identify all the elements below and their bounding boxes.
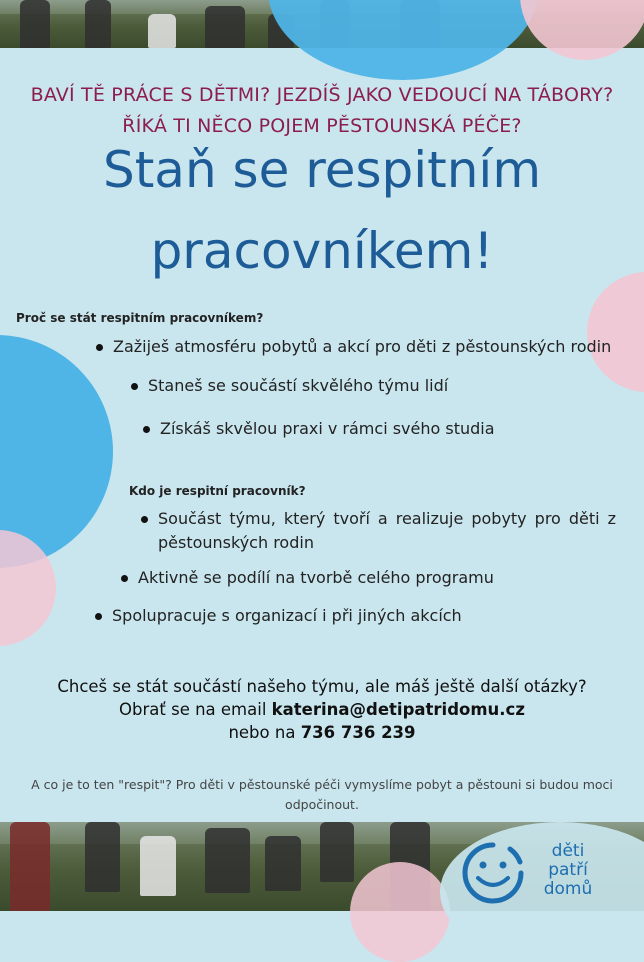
contact-email-line (0, 698, 644, 721)
why-item: Získáš skvělou praxi v rámci svého studia (160, 417, 495, 441)
email-prefix: Obrať se na email (119, 700, 267, 719)
phone-number[interactable]: 736 736 239 (300, 723, 416, 742)
headline-line-2: ŘÍKÁ TI NĚCO POJEM PĚSTOUNSKÁ PÉČE? (122, 115, 522, 137)
title-line-1: Staň se respitním (102, 141, 542, 199)
bullet-icon (96, 344, 103, 351)
why-item: Staneš se součástí skvělého týmu lidí (148, 374, 448, 398)
who-item: Spolupracuje s organizací i při jiných akcích (112, 604, 462, 628)
bullet-icon (95, 613, 102, 620)
why-item: Zažiješ atmosféru pobytů a akcí pro děti z pěstounských rodin (113, 335, 611, 359)
bullet-icon (143, 426, 150, 433)
contact-question: Chceš se stát součástí našeho týmu, ale máš ještě další otázky? (57, 677, 587, 696)
contact-phone-line (0, 721, 644, 744)
bullet-icon (121, 575, 128, 582)
footnote: A co je to ten "respit"? Pro děti v pěstounské péči vymyslíme pobyt a pěstouni si budou moci odpočinout. (31, 777, 613, 812)
who-item: Aktivně se podílí na tvorbě celého programu (138, 566, 494, 590)
bullet-icon (131, 383, 138, 390)
logo-text: děti patří domů (543, 841, 593, 899)
logo (460, 838, 610, 908)
headline-line-1: BAVÍ TĚ PRÁCE S DĚTMI? JEZDÍŠ JAKO VEDOUCÍ NA TÁBORY? (30, 84, 614, 106)
why-heading: Proč se stát respitním pracovníkem? (16, 311, 264, 325)
email-link[interactable]: katerina@detipatridomu.cz (271, 700, 525, 719)
decor-circle-top-blue (268, 0, 538, 80)
title-line-2: pracovníkem! (150, 222, 494, 280)
who-heading: Kdo je respitní pracovník? (129, 484, 306, 498)
decor-circle-bottom-pink (350, 862, 450, 962)
who-item: Součást týmu, který tvoří a realizuje pobyty pro děti z pěstounských rodin (158, 507, 616, 555)
decor-circle-right-pink (587, 272, 644, 392)
smiley-circle-icon (460, 840, 526, 906)
bullet-icon (141, 516, 148, 523)
phone-prefix: nebo na (228, 723, 296, 742)
decor-circle-top-pink (520, 0, 644, 60)
